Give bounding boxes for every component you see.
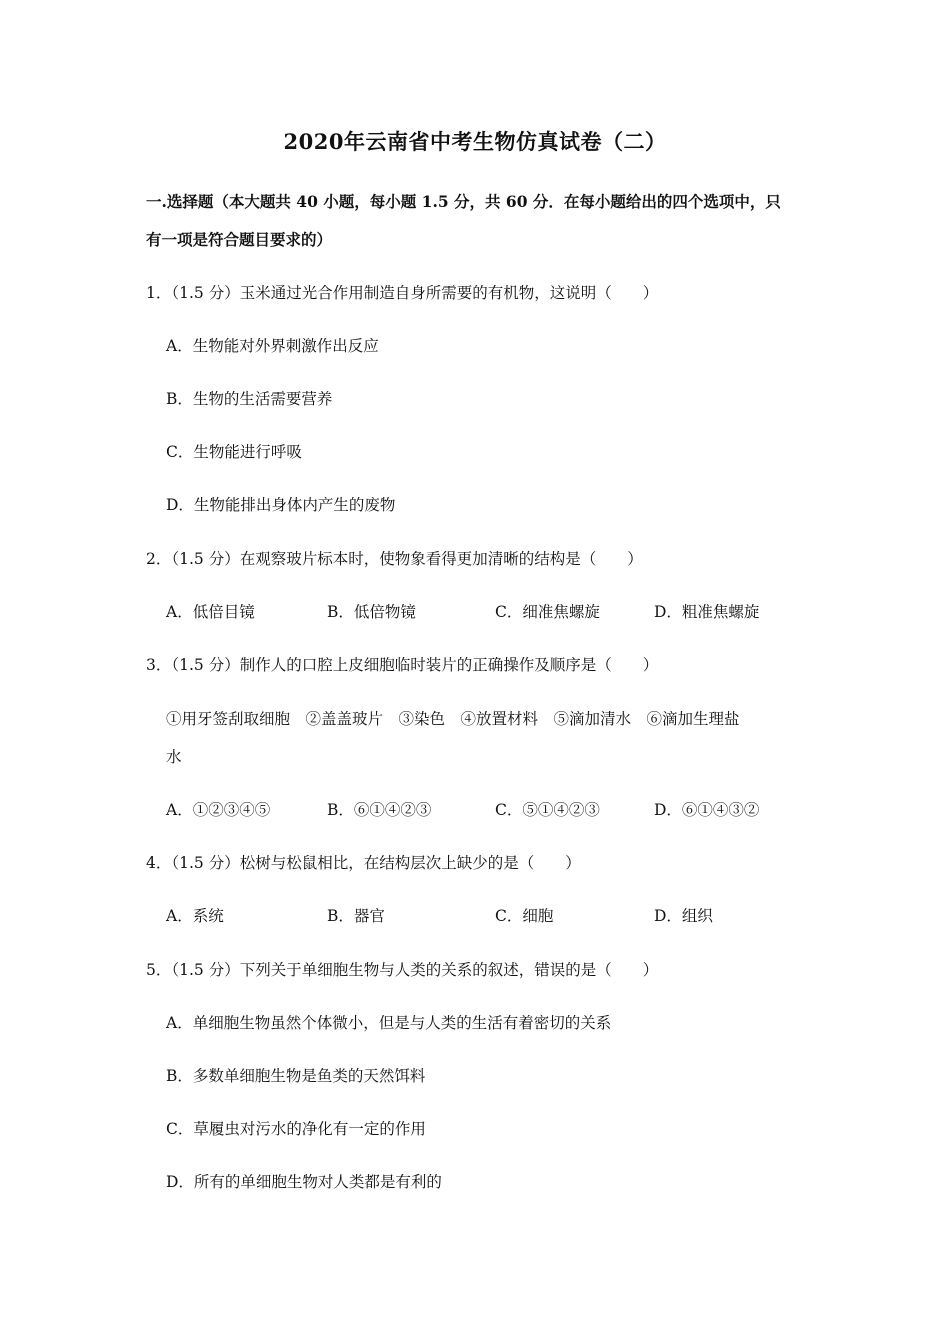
question-3-steps-line-2: 水 xyxy=(166,748,182,766)
question-1-option-d: D．生物能排出身体内产生的废物 xyxy=(166,496,396,514)
question-4-option-d: D．组织 xyxy=(654,907,713,925)
question-5-option-c: C．草履虫对污水的净化有一定的作用 xyxy=(166,1120,426,1138)
page-title: 2020年云南省中考生物仿真试卷（二） xyxy=(283,129,667,154)
question-3-option-a: A．①②③④⑤ xyxy=(166,801,271,819)
question-3-stem: 3．（1.5 分）制作人的口腔上皮细胞临时装片的正确操作及顺序是（ ） xyxy=(146,656,659,674)
question-2-option-a: A．低倍目镜 xyxy=(166,603,255,621)
question-5-stem: 5．（1.5 分）下列关于单细胞生物与人类的关系的叙述，错误的是（ ） xyxy=(146,961,659,979)
question-2-option-d: D．粗准焦螺旋 xyxy=(654,603,760,621)
question-1-option-c: C．生物能进行呼吸 xyxy=(166,443,302,461)
question-1-option-b: B．生物的生活需要营养 xyxy=(166,390,333,408)
question-2-stem: 2．（1.5 分）在观察玻片标本时，使物象看得更加清晰的结构是（ ） xyxy=(146,550,643,568)
question-2-option-b: B．低倍物镜 xyxy=(327,603,416,621)
section-heading-line-1: 一.选择题（本大题共 40 小题，每小题 1.5 分，共 60 分．在每小题给出的四个选项中，只 xyxy=(146,192,781,211)
question-4-option-c: C．细胞 xyxy=(495,907,554,925)
question-1-option-a: A．生物能对外界刺激作出反应 xyxy=(166,337,379,355)
question-4-stem: 4．（1.5 分）松树与松鼠相比，在结构层次上缺少的是（ ） xyxy=(146,854,581,872)
question-3-steps-line-1: ①用牙签刮取细胞 ②盖盖玻片 ③染色 ④放置材料 ⑤滴加清水 ⑥滴加生理盐 xyxy=(166,710,740,728)
question-3-option-b: B．⑥①④②③ xyxy=(327,801,432,819)
section-heading-line-2: 有一项是符合题目要求的） xyxy=(146,230,333,249)
question-1-stem: 1．（1.5 分）玉米通过光合作用制造自身所需要的有机物，这说明（ ） xyxy=(146,284,659,302)
question-5-option-b: B．多数单细胞生物是鱼类的天然饵料 xyxy=(166,1067,426,1085)
question-3-option-c: C．⑤①④②③ xyxy=(495,801,600,819)
question-4-option-b: B．器官 xyxy=(327,907,385,925)
question-2-option-c: C．细准焦螺旋 xyxy=(495,603,600,621)
question-3-option-d: D．⑥①④③② xyxy=(654,801,760,819)
question-4-option-a: A．系统 xyxy=(166,907,224,925)
question-5-option-a: A．单细胞生物虽然个体微小，但是与人类的生活有着密切的关系 xyxy=(166,1014,612,1032)
question-5-option-d: D．所有的单细胞生物对人类都是有利的 xyxy=(166,1173,442,1191)
